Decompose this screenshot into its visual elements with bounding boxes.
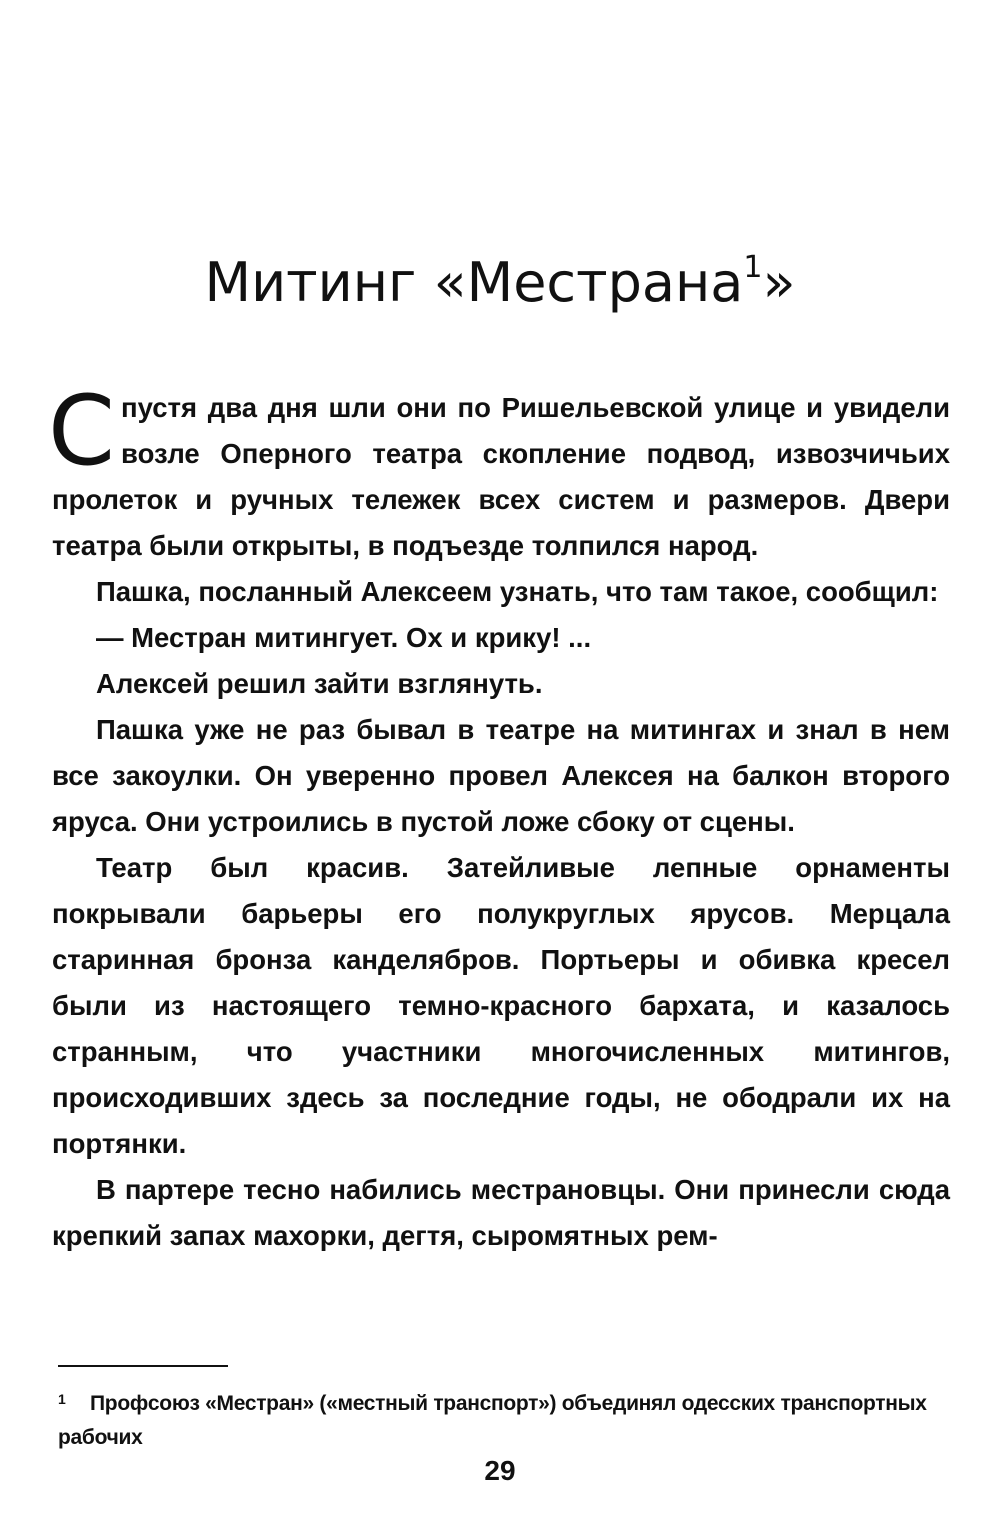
page-number: 29 <box>484 1455 516 1486</box>
footnote-divider <box>58 1365 228 1367</box>
paragraph-3: — Местран митингует. Ох и крику! ... <box>96 622 592 653</box>
paragraph-4: Алексей решил зайти взглянуть. <box>96 668 543 699</box>
chapter-title-text: Митинг «Местрана <box>204 251 744 314</box>
paragraph-2: Пашка, посланный Алексеем узнать, что там такое, сообщил: <box>96 576 939 607</box>
chapter-title-close-quote: » <box>762 251 796 314</box>
body-text <box>48 375 950 1259</box>
footnote-mark: 1 <box>58 1391 66 1407</box>
footnote-text: Профсоюз «Местран» («местный транспорт») объединял одесских транспортных рабочих <box>58 1392 927 1449</box>
chapter-title <box>0 250 1000 314</box>
footnote <box>58 1382 958 1455</box>
paragraph-1 <box>48 375 950 569</box>
paragraph-1-text: пустя два дня шли они по Ришельевской улице и увидели возле Оперного театра скопление подвод, извозчичьих пролеток и ручных тележек всех систем и размеров. Двери театра были открыты, в подъезде толпился народ. <box>52 392 950 561</box>
title-footnote-mark: 1 <box>743 250 763 285</box>
paragraph-7: В партере тесно набились местрановцы. Они принесли сюда крепкий запах махорки, дегтя, сыромятных рем- <box>52 1174 950 1251</box>
paragraph-6: Театр был красив. Затейливые лепные орнаменты покрывали барьеры его полукруглых ярусов. Мерцала старинная бронза канделябров. Портьеры и обивка кресел были из настоящего темно-красного бархата, и казалось странным, что участники многочисленных митингов, происходивших здесь за последние годы, не ободрали их на портянки. <box>52 852 950 1159</box>
drop-cap: С <box>48 375 116 487</box>
paragraph-5: Пашка уже не раз бывал в театре на митингах и знал в нем все закоулки. Он уверенно провел Алексея на балкон второго яруса. Они устроились в пустой ложе сбоку от сцены. <box>52 714 950 837</box>
